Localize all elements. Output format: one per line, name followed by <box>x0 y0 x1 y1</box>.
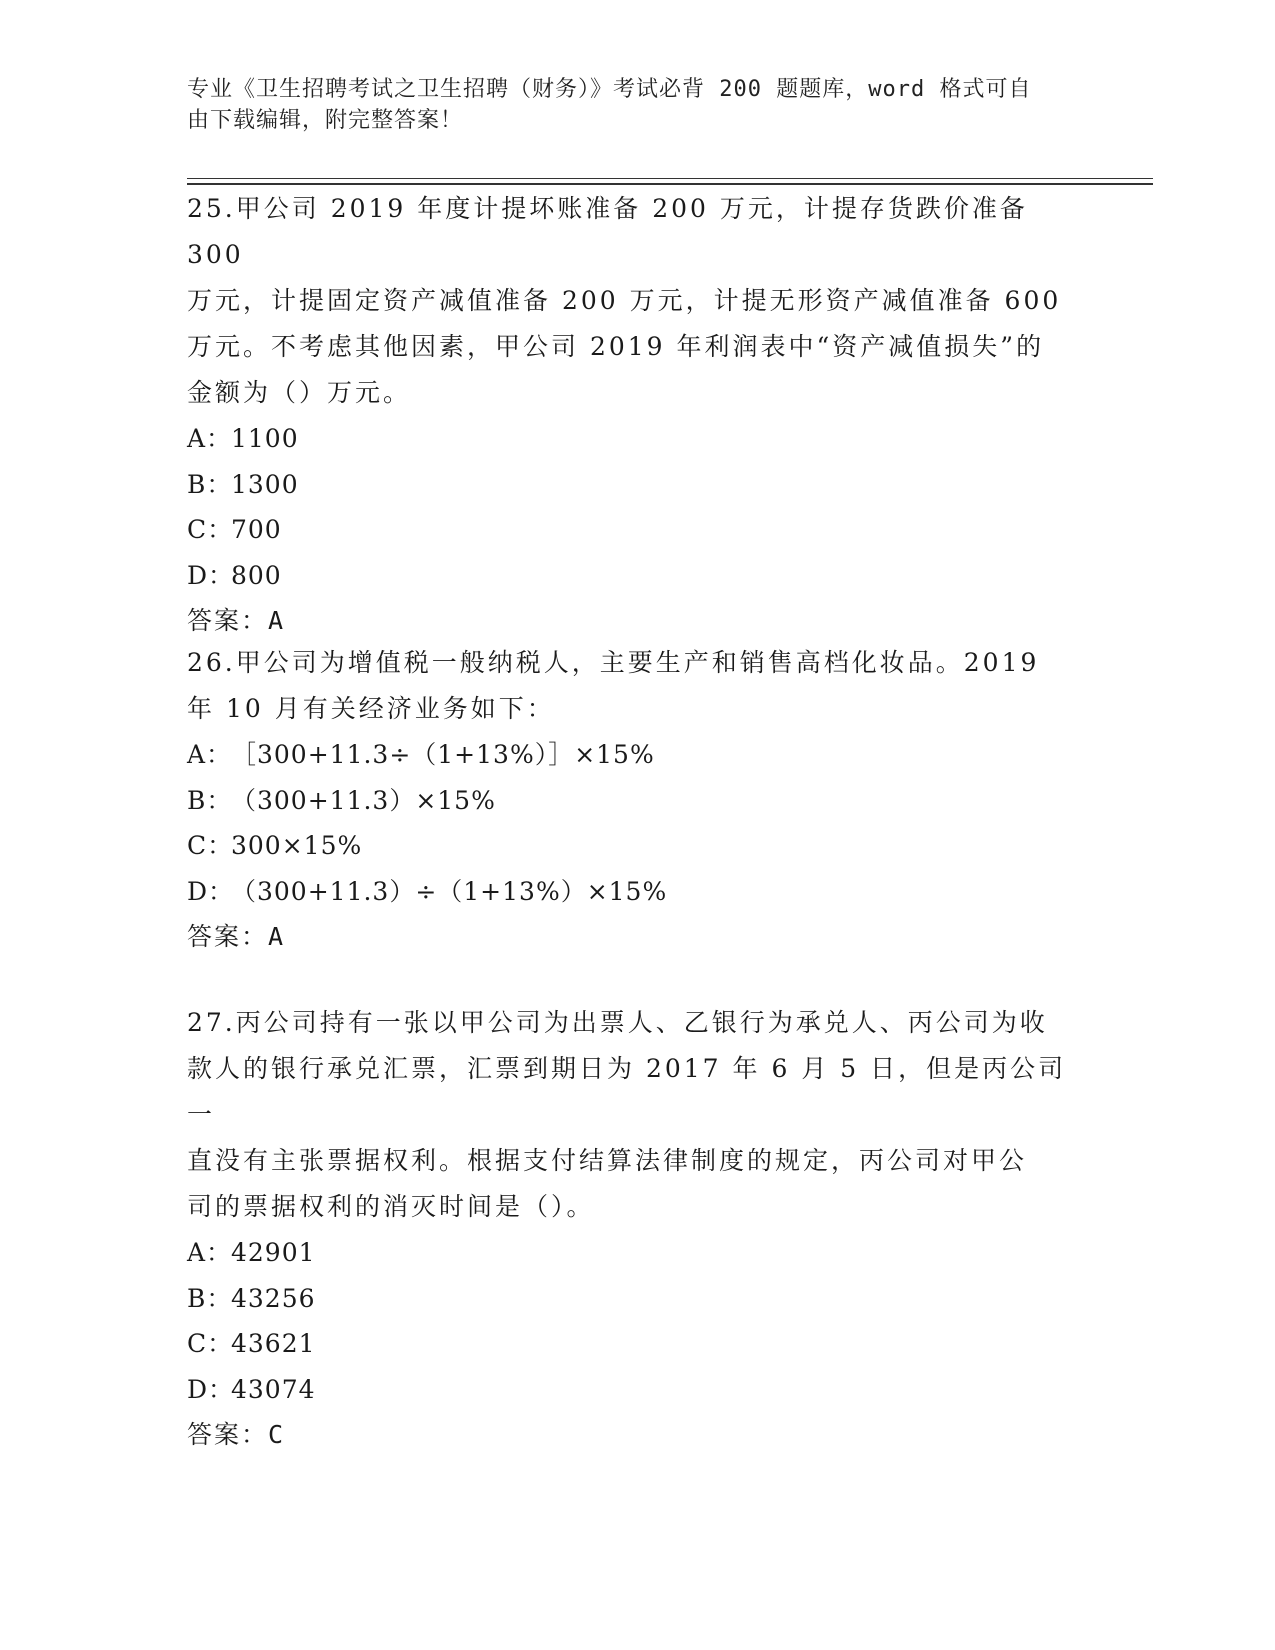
option-d <box>187 869 1087 915</box>
answer-line: 答案：A <box>187 606 286 635</box>
option-c <box>187 823 1087 869</box>
option-b <box>187 462 1087 508</box>
document-header <box>187 74 1067 136</box>
option-text: 700 <box>231 515 282 544</box>
header-divider-thick <box>187 183 1153 185</box>
option-b <box>187 778 1087 824</box>
stem-line: 直没有主张票据权利。根据支付结算法律制度的规定，丙公司对甲公 <box>187 1146 1028 1175</box>
stem-line: 万元。不考虑其他因素，甲公司 2019 年利润表中“资产减值损失”的 <box>187 332 1045 361</box>
option-a <box>187 416 1087 462</box>
option-a <box>187 1230 1087 1276</box>
stem-line: 27.丙公司持有一张以甲公司为出票人、乙银行为承兑人、丙公司为收 <box>187 1008 1048 1037</box>
option-text: 42901 <box>231 1238 316 1267</box>
option-text: ［300+11.3÷（1+13%）］×15% <box>231 740 655 769</box>
option-c <box>187 507 1087 553</box>
stem-line: 26.甲公司为增值税一般纳税人，主要生产和销售高档化妆品。2019 <box>187 648 1040 677</box>
stem-line: 金额为（）万元。 <box>187 378 412 407</box>
stem-line: 款人的银行承兑汇票，汇票到期日为 2017 年 6 月 5 日，但是丙公司一 <box>187 1054 1067 1129</box>
option-text: （300+11.3）×15% <box>231 785 496 815</box>
option-c <box>187 1321 1087 1367</box>
option-text: 800 <box>231 560 282 590</box>
option-key: D： <box>187 560 235 590</box>
question-27 <box>187 1000 1087 1458</box>
option-text: 43621 <box>231 1329 316 1358</box>
option-key: C： <box>187 515 234 544</box>
option-key: C： <box>187 831 234 860</box>
option-key: B： <box>187 785 233 815</box>
stem-line: 年 10 月有关经济业务如下： <box>187 694 555 723</box>
stem-line: 25.甲公司 2019 年度计提坏账准备 200 万元，计提存货跌价准备 300 <box>187 194 1028 269</box>
option-text: 43256 <box>231 1283 316 1313</box>
option-key: B： <box>187 469 233 499</box>
option-text: （300+11.3）÷（1+13%）×15% <box>231 876 668 906</box>
option-text: 1300 <box>231 469 299 499</box>
option-d <box>187 1367 1087 1413</box>
question-stem <box>187 186 1087 416</box>
option-key: A： <box>187 424 233 453</box>
option-text: 43074 <box>231 1374 316 1404</box>
question-26 <box>187 640 1087 960</box>
question-stem <box>187 640 1087 732</box>
header-intro-line-1: 专业《卫生招聘考试之卫生招聘（财务）》考试必背 200 题题库，word 格式可自 <box>187 77 1032 102</box>
option-text: 1100 <box>231 424 299 453</box>
option-a <box>187 732 1087 778</box>
stem-line: 司的票据权利的消灭时间是（）。 <box>187 1192 595 1221</box>
stem-line: 万元，计提固定资产减值准备 200 万元，计提无形资产减值准备 600 <box>187 286 1062 315</box>
header-divider-thin <box>187 178 1153 179</box>
option-key: D： <box>187 1374 235 1404</box>
question-stem <box>187 1000 1087 1230</box>
option-d <box>187 553 1087 599</box>
option-text: 300×15% <box>231 831 363 860</box>
answer-line: 答案：C <box>187 1420 286 1449</box>
option-key: D： <box>187 876 235 906</box>
option-key: C： <box>187 1329 234 1358</box>
question-25 <box>187 186 1087 644</box>
option-key: A： <box>187 740 233 769</box>
answer-line: 答案：A <box>187 922 286 951</box>
header-intro-line-2: 由下载编辑，附完整答案！ <box>187 108 464 133</box>
option-b <box>187 1276 1087 1322</box>
option-key: B： <box>187 1283 233 1313</box>
option-key: A： <box>187 1238 233 1267</box>
